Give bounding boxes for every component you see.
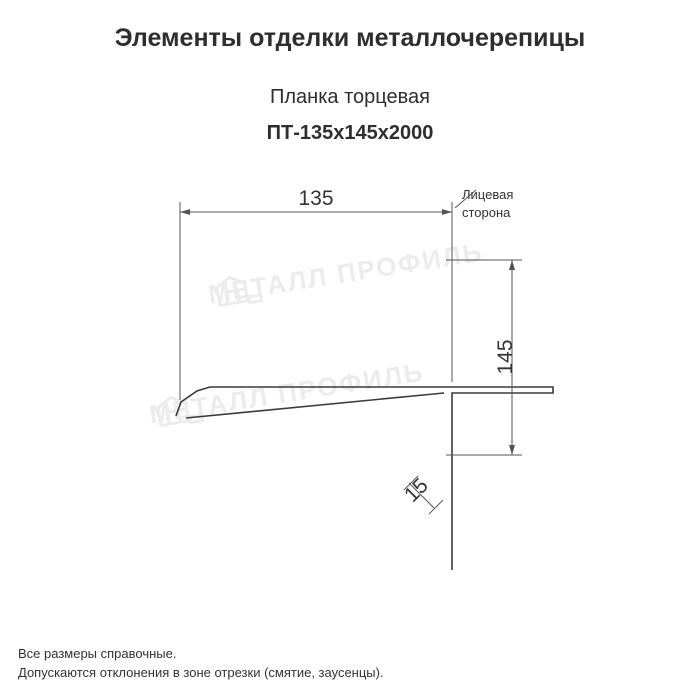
- profile-inner-line: [186, 393, 444, 418]
- page-title: Элементы отделки металлочерепицы: [114, 24, 586, 52]
- profile-outline: [176, 387, 553, 570]
- dim-label-right: 145: [494, 339, 517, 375]
- ext-line-bottom-2: [429, 500, 443, 514]
- technical-drawing: [0, 150, 700, 570]
- callout-label-line1: Лицевая: [462, 187, 514, 202]
- product-code: ПТ-135х145х2000: [266, 122, 434, 144]
- product-name: Планка торцевая: [270, 86, 430, 108]
- callout-label-line2: сторона: [462, 205, 511, 220]
- dim-label-bottom: 15: [400, 474, 433, 507]
- footer-note-2: Допускаются отклонения в зоне отрезки (смятие, заусенцы).: [18, 665, 384, 680]
- watermark-text-bottom: МЕТАЛЛ ПРОФИЛЬ: [147, 356, 427, 430]
- footer-note-1: Все размеры справочные.: [18, 646, 177, 661]
- dim-label-top: 135: [298, 187, 334, 210]
- watermark-text-top: МЕТАЛЛ ПРОФИЛЬ: [206, 236, 486, 310]
- footer-notes: [18, 644, 384, 682]
